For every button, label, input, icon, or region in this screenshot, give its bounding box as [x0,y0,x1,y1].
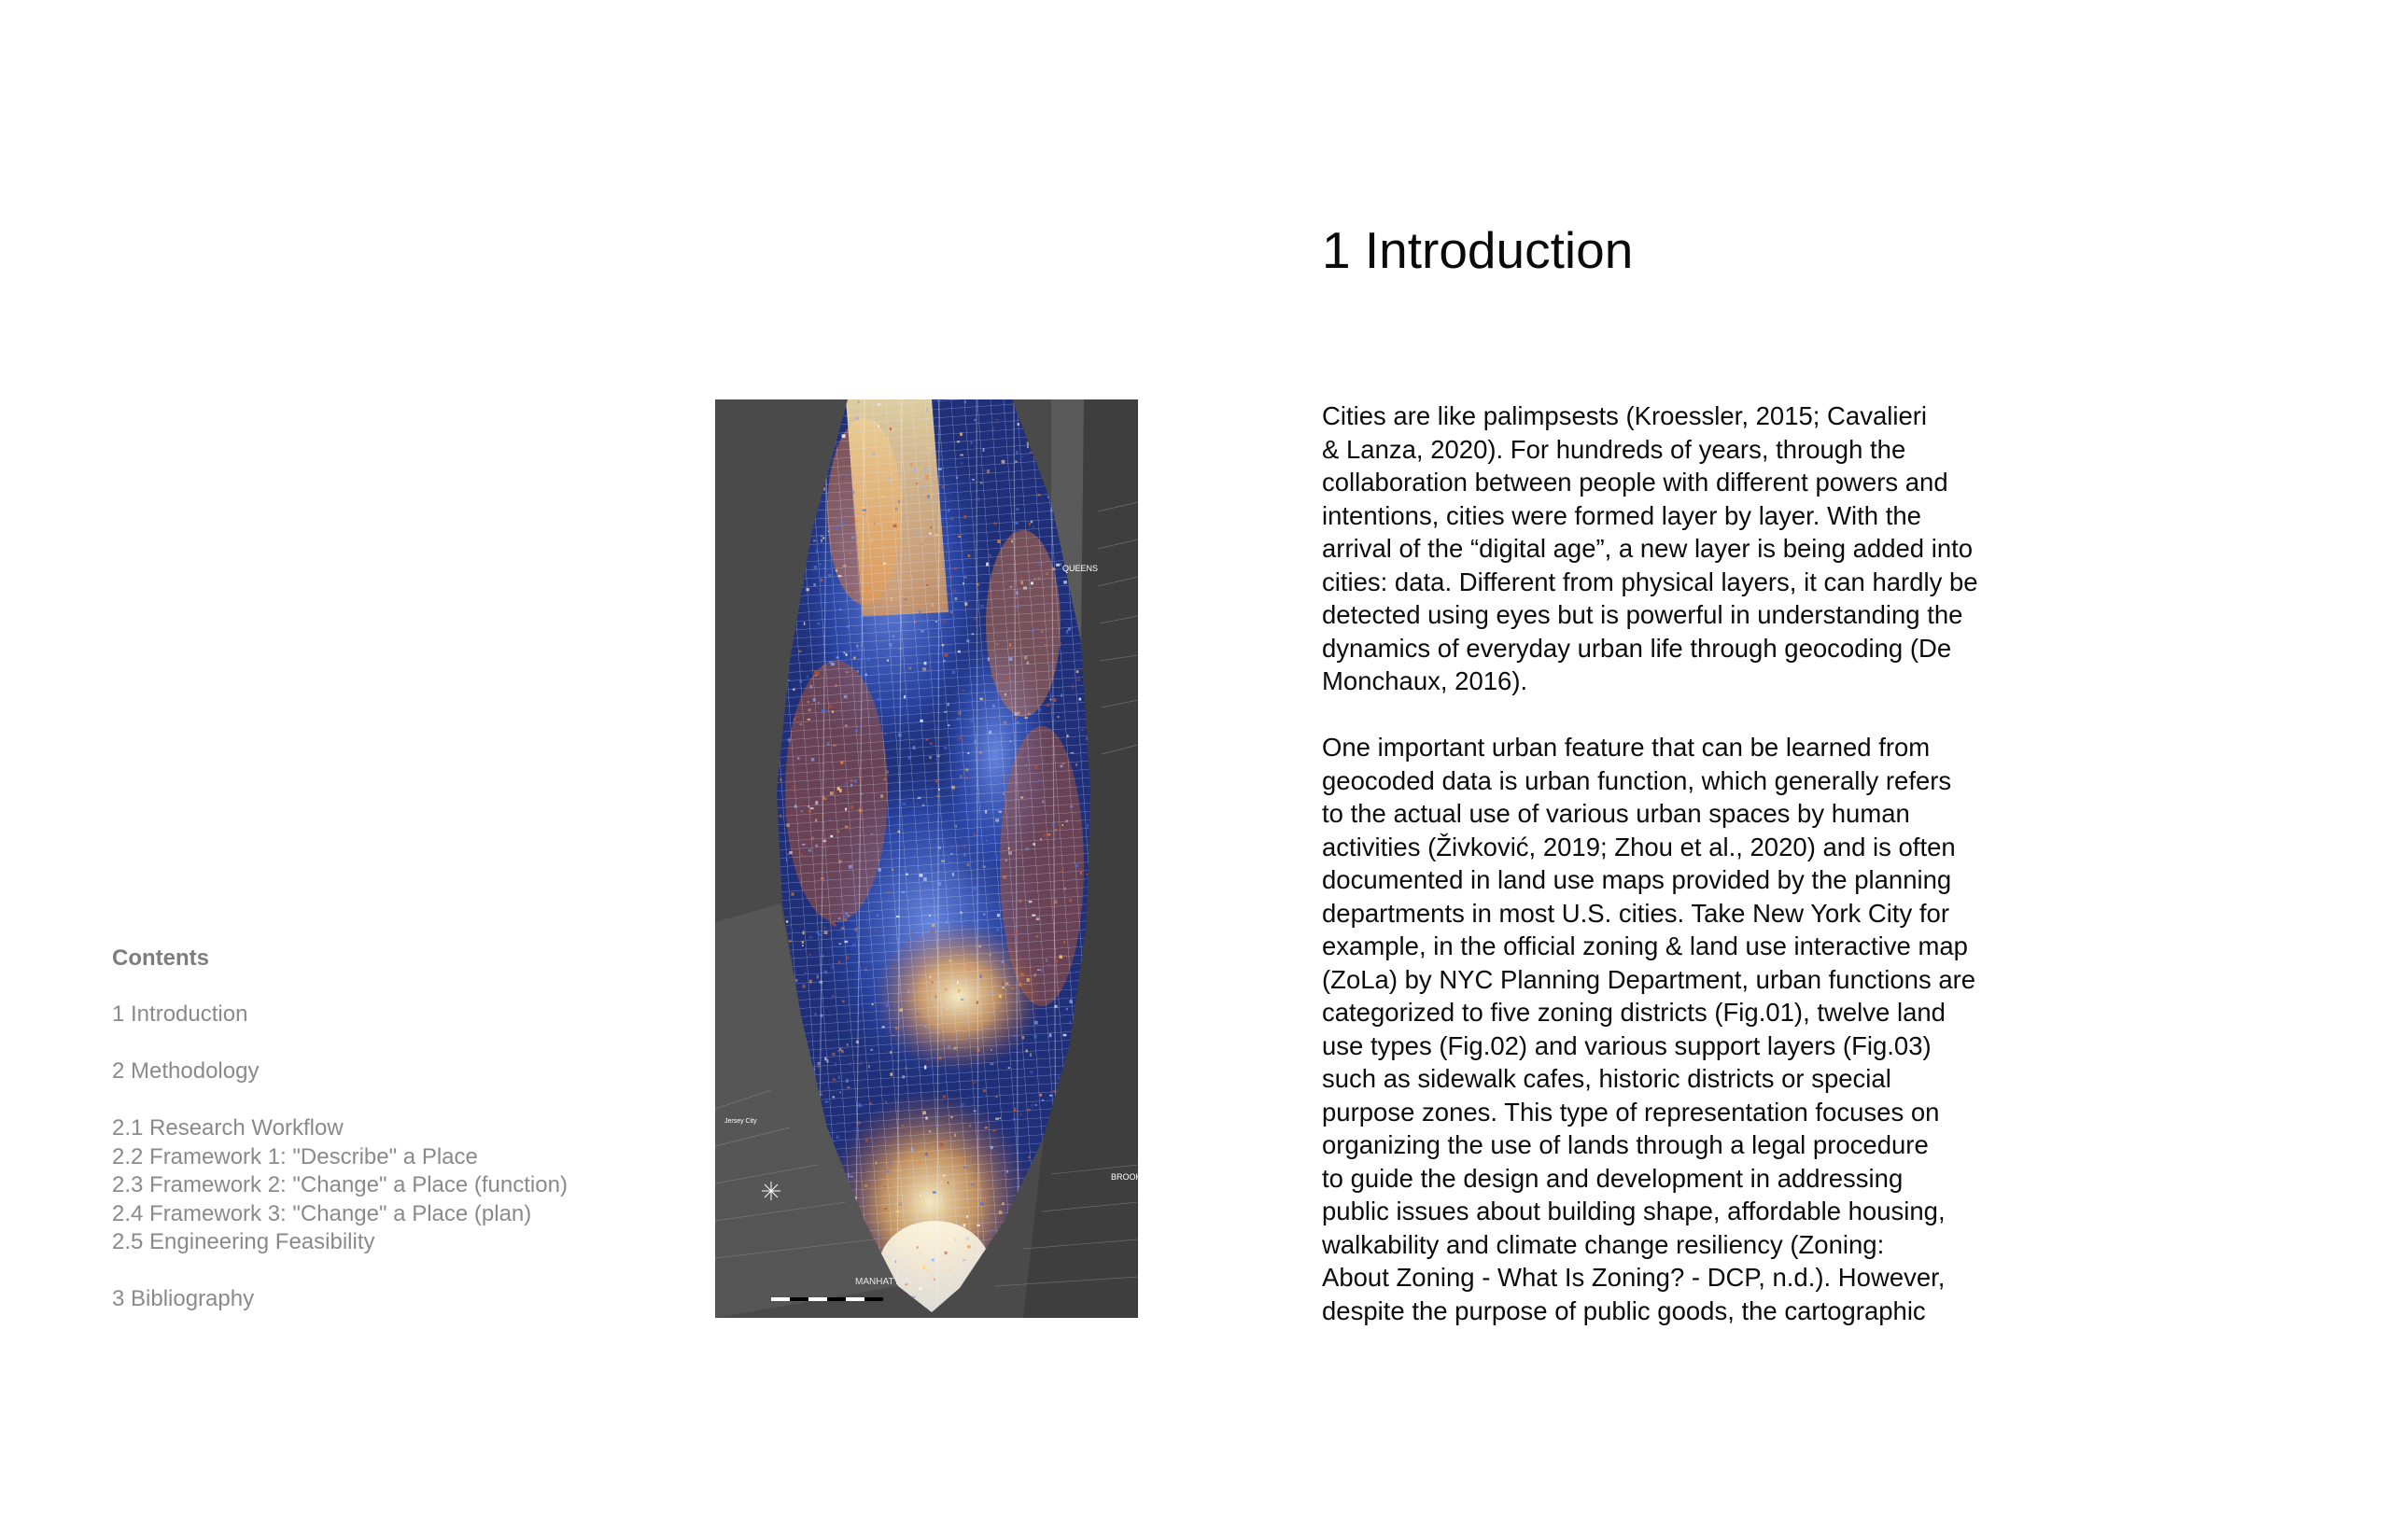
text-line: detected using eyes but is powerful in understanding the [1322,600,1963,629]
text-line: dynamics of everyday urban life through geocoding (De [1322,633,1952,663]
section-body [1322,399,2031,1327]
text-line: About Zoning - What Is Zoning? - DCP, n.d.). However, [1322,1263,1946,1292]
paragraph-2 [1322,731,2031,1327]
text-line: One important urban feature that can be learned from [1322,733,1931,762]
text-line: geocoded data is urban function, which generally refers [1322,765,1952,795]
text-line: to guide the design and development in addressing [1322,1163,1904,1193]
toc-item-introduction[interactable]: 1 Introduction [112,1001,248,1027]
text-line: organizing the use of lands through a legal procedure [1322,1130,1929,1159]
text-line: Cities are like palimpsests (Kroessler, 2015; Cavalieri [1322,401,1928,430]
text-line: (ZoLa) by NYC Planning Department, urban functions are [1322,964,1976,994]
map-label-queens: QUEENS [1062,564,1099,573]
map-label-manhattan: MANHATTAN [855,1277,912,1287]
text-line: categorized to five zoning districts (Fig.01), twelve land [1322,998,1946,1027]
toc-item-engineering-feasibility[interactable]: 2.5 Engineering Feasibility [112,1229,375,1254]
text-line: arrival of the “digital age”, a new layer is being added into [1322,534,1974,563]
text-line: use types (Fig.02) and various support layers (Fig.03) [1322,1030,1932,1060]
text-line: activities (Živković, 2019; Zhou et al., 2020) and is often [1322,832,1956,861]
text-line: despite the purpose of public goods, the cartographic [1322,1295,1926,1325]
section-heading: 1 Introduction [1322,221,1634,279]
toc-item-bibliography[interactable]: 3 Bibliography [112,1286,255,1311]
toc-item-framework-2[interactable]: 2.3 Framework 2: "Change" a Place (function) [112,1172,568,1197]
text-line: public issues about building shape, affordable housing, [1322,1197,1946,1225]
text-line: intentions, cities were formed layer by layer. With the [1322,500,1921,530]
manhattan-heatmap-figure [715,399,1142,1318]
text-line: & Lanza, 2020). For hundreds of years, through the [1322,434,1906,464]
text-line: departments in most U.S. cities. Take New York City for [1322,898,1949,928]
text-line: such as sidewalk cafes, historic districts or special [1322,1064,1891,1093]
toc-title: Contents [112,945,209,971]
text-line: cities: data. Different from physical layers, it can hardly be [1322,567,1978,596]
toc-item-framework-1[interactable]: 2.2 Framework 1: "Describe" a Place [112,1143,478,1169]
toc-item-framework-3[interactable]: 2.4 Framework 3: "Change" a Place (plan) [112,1200,532,1226]
map-label-jersey-city: Jersey City [724,1118,757,1125]
compass-icon [762,1182,780,1200]
text-line: walkability and climate change resiliency (Zoning: [1322,1229,1885,1259]
toc-item-research-workflow[interactable]: 2.1 Research Workflow [112,1115,344,1141]
text-line: purpose zones. This type of representation focuses on [1322,1097,1940,1127]
text-line: collaboration between people with different powers and [1322,468,1948,497]
paragraph-1 [1322,399,2031,698]
map-label-brooklyn: BROOK [1111,1172,1142,1182]
text-line: documented in land use maps provided by the planning [1322,865,1952,894]
text-line: Monchaux, 2016). [1322,666,1528,695]
text-line: to the actual use of various urban spaces by human [1322,799,1910,828]
text-line: example, in the official zoning & land use interactive map [1322,931,1968,960]
toc-item-methodology[interactable]: 2 Methodology [112,1058,260,1084]
table-of-contents [112,945,635,1314]
manhattan-heatmap-image [715,399,1142,1318]
scale-bar [771,1297,883,1301]
